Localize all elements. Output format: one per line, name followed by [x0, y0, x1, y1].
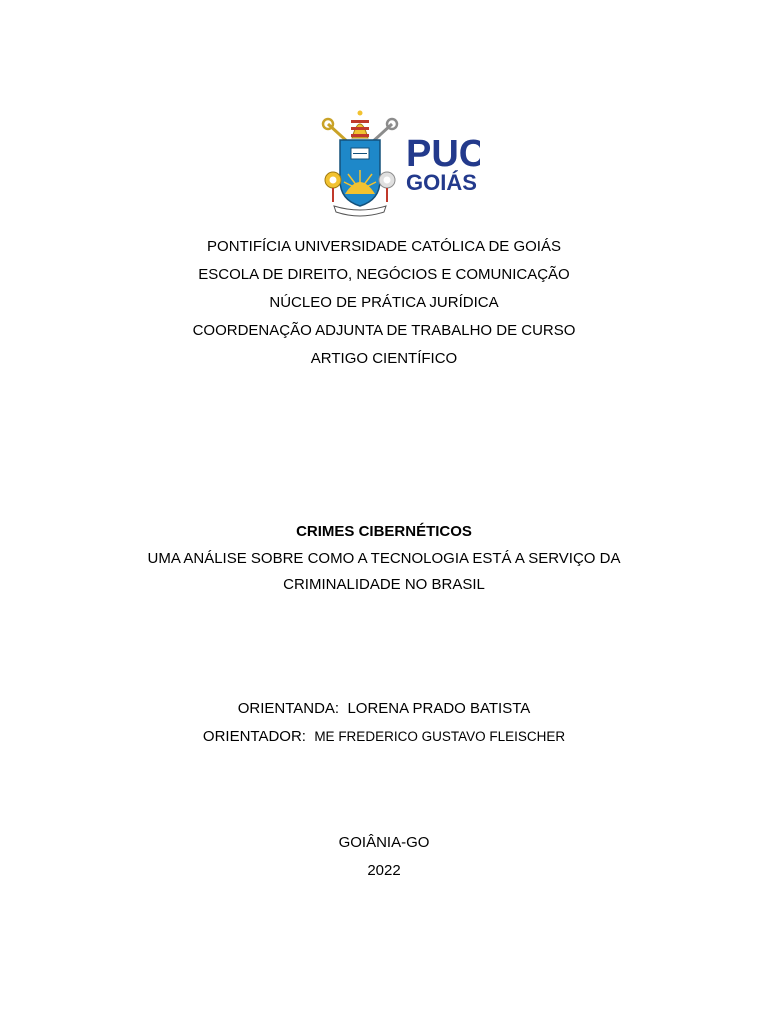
advisor-label: ORIENTADOR:	[202, 728, 306, 745]
center-name: NÚCLEO DE PRÁTICA JURÍDICA	[269, 294, 499, 311]
student-line	[0, 699, 768, 719]
institution-name: PONTIFÍCIA UNIVERSIDADE CATÓLICA DE GOIÁS	[207, 238, 561, 255]
school-name: ESCOLA DE DIREITO, NEGÓCIOS E COMUNICAÇÃO	[198, 266, 570, 283]
university-logo	[320, 110, 480, 220]
student-name: LORENA PRADO BATISTA	[347, 700, 531, 717]
year: 2022	[367, 862, 401, 879]
subtitle-line-1: UMA ANÁLISE SOBRE COMO A TECNOLOGIA ESTÁ A SERVIÇO DA	[147, 550, 621, 567]
document-type: ARTIGO CIENTÍFICO	[310, 350, 458, 367]
page-title: CRIMES CIBERNÉTICOS	[296, 523, 472, 540]
shield-icon	[340, 140, 380, 206]
subtitle-line-2: CRIMINALIDADE NO BRASIL	[283, 576, 485, 593]
brand-line-1: PUC	[406, 133, 480, 175]
advisor-line	[0, 727, 768, 747]
puc-goias-coat-of-arms-icon	[320, 110, 480, 220]
advisor-name: ME FREDERICO GUSTAVO FLEISCHER	[314, 729, 566, 744]
tiara-icon	[351, 111, 369, 139]
motto-ribbon	[334, 206, 386, 216]
brand-line-2: GOIÁS	[406, 170, 477, 195]
student-label: ORIENTANDA:	[237, 700, 340, 717]
city: GOIÂNIA-GO	[338, 834, 430, 851]
coordination-name: COORDENAÇÃO ADJUNTA DE TRABALHO DE CURSO	[192, 322, 576, 339]
